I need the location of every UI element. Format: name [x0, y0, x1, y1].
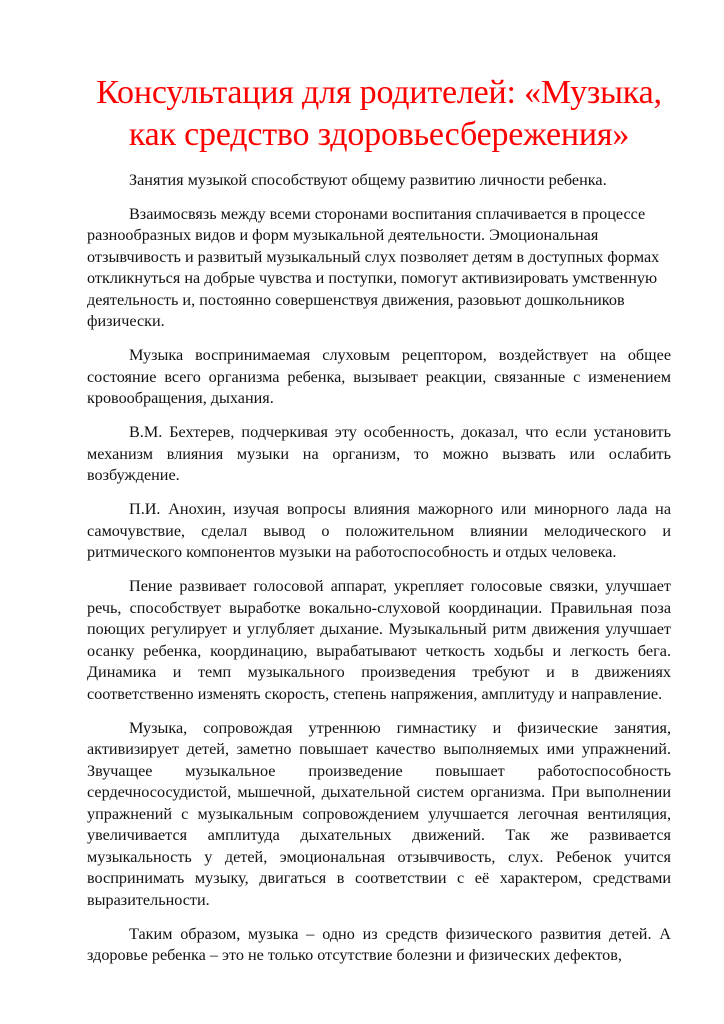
paragraph-upbringing: Взаимосвязь между всеми сторонами воспитания сплачивается в процессе разнообразных видов и форм музыкальной деятельности. Эмоциональная отзывчивость и развитый музыкальный слух позволяет детям в доступных формах откликнуться на добрые чувства и поступки, помогут активизировать умственную деятельность и, постоянно совершенствуя движения, разовьют дошкольников физически. — [87, 204, 660, 330]
paragraph-singing: Пение развивает голосовой аппарат, укрепляет голосовые связки, улучшает речь, способствует выработке вокально-слуховой координации. Правильная поза поющих регулирует и углубляет дыхание. Музыкальный ритм движения улучшает осанку ребенка, координацию, вырабатывают четкость ходьбы и легкость бега. Динамика и темп музыкального произведения требуют и в движениях соответственно изменять скорость, степень напряжения, амплитуду и направление. — [87, 577, 671, 703]
paragraph-perception: Музыка воспринимаемая слуховым рецептором, воздействует на общее состояние всего организма ребенка, вызывает реакции, связанные с изменением кровообращения, дыхания. — [87, 346, 671, 407]
document-title: Консультация для родителей: «Музыка, как средство здоровьесбережения» — [96, 74, 662, 153]
paragraph-intro: Занятия музыкой способствуют общему развитию личности ребенка. — [129, 171, 607, 189]
paragraph-anokhin: П.И. Анохин, изучая вопросы влияния мажорного или минорного лада на самочувствие, сделал вывод о положительном влиянии мелодического и ритмического компонентов музыки на работоспособность и отдых человека. — [87, 500, 671, 561]
paragraph-conclusion: Таким образом, музыка – одно из средств физического развития детей. А здоровье ребенка – это не только отсутствие болезни и физических дефектов, — [87, 924, 671, 964]
document-page — [87, 72, 671, 979]
paragraph-gymnastics: Музыка, сопровождая утреннюю гимнастику и физические занятия, активизирует детей, заметно повышает качество выполняемых ими упражнений. Звучащее музыкальное произведение повышает работоспособность сердечнососудистой, мышечной, дыхательной систем организма. При выполнении упражнений с музыкальным сопровождением улучшается легочная вентиляция, увеличивается амплитуда дыхательных движений. Так же развивается музыкальность у детей, эмоциональная отзывчивость, слух. Ребенок учится воспринимать музыку, двигаться в соответствии с её характером, средствами выразительности. — [87, 718, 671, 909]
paragraph-bekhterev: В.М. Бехтерев, подчеркивая эту особенность, доказал, что если установить механизм влияния музыки на организм, то можно вызвать или ослабить возбуждение. — [87, 423, 671, 484]
